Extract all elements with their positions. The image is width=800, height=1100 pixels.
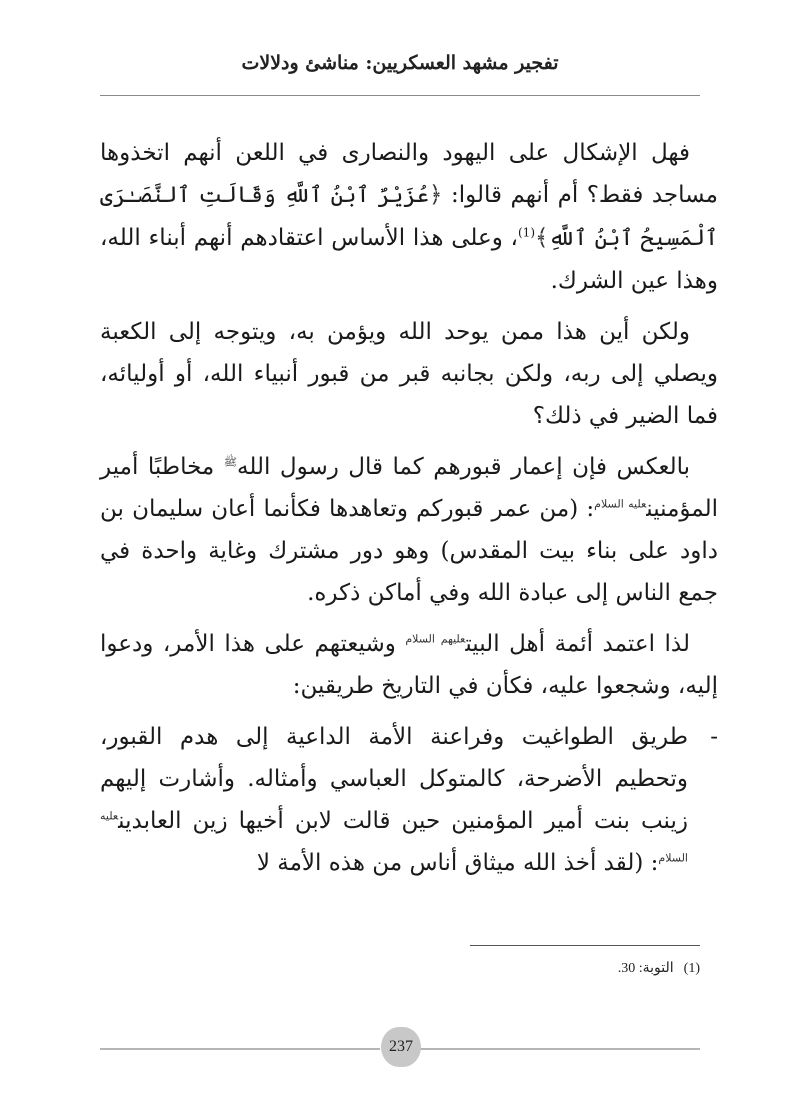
paragraph-text: ولكن أين هذا ممن يوحد الله ويؤمن به، ويتوجه إلى الكعبة ويصلي إلى ربه، ولكن بجانبه قبر من قبور أنبياء الله، أو أوليائه، فما الضير في ذلك؟ [100, 319, 718, 429]
paragraph-text: : (من عمر قبوركم وتعاهدها فكأنما أعان سليمان بن داود على بناء بيت المقدس) وهو دور مشترك وغاية واحدة في جمع الناس إلى عبادة الله وفي أماكن ذكره. [100, 496, 718, 606]
quran-verse: عُزَيْرٌ ٱبْنُ ٱللَّهِ وَقَالَتِ ٱلنَّصَـٰرَى ٱلْمَسِيحُ ٱبْنُ ٱللَّهِ [100, 183, 718, 251]
footer-rule-right [420, 1048, 700, 1050]
list-item-text: : (لقد أخذ الله ميثاق أناس من هذه الأمة لا [256, 850, 659, 876]
page-number: 237 [389, 1038, 413, 1055]
main-body-text [100, 132, 718, 893]
paragraph-1 [100, 132, 718, 302]
list-dash-marker: - [710, 724, 718, 750]
page-number-badge [381, 1027, 421, 1067]
honorific-glyph-icon: عليه السلام [594, 497, 647, 511]
running-header-title: تفجير مشهد العسكريين: مناشئ ودلالات [241, 52, 559, 74]
quran-bracket-close: ﴾ [535, 225, 549, 251]
paragraph-4 [100, 623, 718, 707]
paragraph-text: لذا اعتمد أئمة أهل البيت [465, 631, 690, 657]
footnote [100, 960, 700, 977]
paragraph-text: فهل الإشكال على اليهود والنصارى في اللعن أنهم اتخذوها مساجد فقط؟ أم أنهم قالوا: [100, 140, 718, 208]
list-item [100, 716, 718, 884]
paragraph-text: ، وعلى هذا الأساس اعتقادهم أنهم أبناء الله، وهذا عين الشرك. [100, 225, 718, 294]
honorific-glyph-icon: عليهم السلام [405, 632, 466, 646]
running-header [100, 52, 700, 74]
honorific-glyph-icon: ﷺ [223, 455, 238, 469]
header-divider [100, 95, 700, 96]
paragraph-2 [100, 311, 718, 437]
paragraph-text: بالعكس فإن إعمار قبورهم كما قال رسول الله [237, 454, 690, 480]
quran-bracket-open: ﴿ [429, 182, 443, 208]
paragraph-text: وشيعتهم على هذا الأمر، ودعوا إليه، وشجعوا عليه، فكأن في التاريخ طريقين: [100, 631, 718, 699]
footnote-text: التوبة: 30. [617, 961, 674, 976]
footnote-reference[interactable]: (1) [517, 225, 535, 240]
paragraph-text: مخاطبًا أمير المؤمنين [100, 454, 718, 522]
honorific-glyph-icon: عليه السلام [100, 809, 688, 865]
paragraph-3 [100, 446, 718, 614]
list-item-text: طريق الطواغيت وفراعنة الأمة الداعية إلى هدم القبور، وتحطيم الأضرحة، كالمتوكل العباسي وأمثاله. وأشارت إليهم زينب بنت أمير المؤمنين حين قالت لابن أخيها زين العابدين [100, 724, 688, 834]
footnote-divider [470, 945, 700, 946]
footnote-number: (1) [683, 961, 700, 976]
footer-rule-left [100, 1048, 380, 1050]
